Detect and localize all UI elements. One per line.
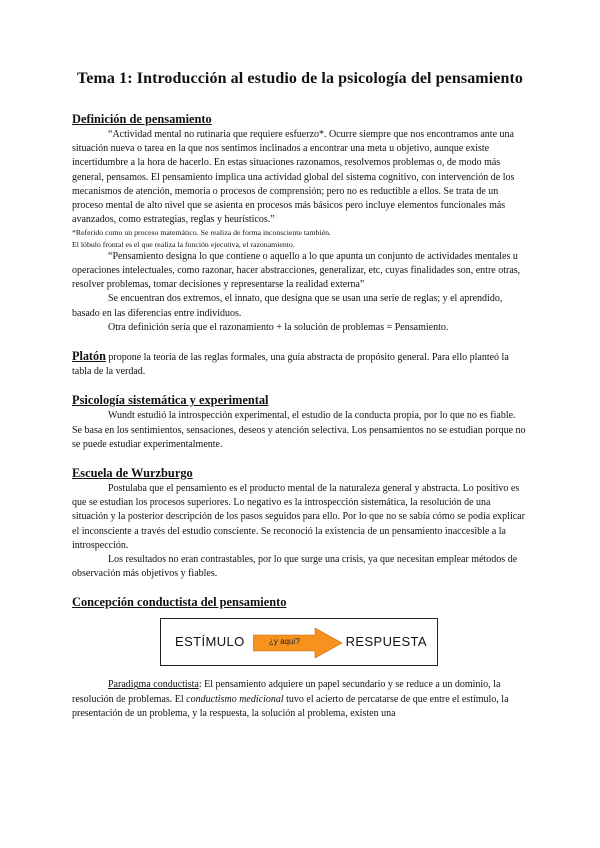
psicologia-paragraph: Wundt estudió la introspección experimental, el estudio de la conducta propia, por lo que no es fiable. Se basa en los sentimientos, sensaciones, deseos y atención selectiva. Los pensamientos no se estudian porque no se puede estudiar experimentalmente. [72,410,526,450]
wurzburgo-paragraph-2: Los resultados no eran contrastables, por lo que surge una crisis, ya que necesitan emplear métodos de observación más objetivos y fiables. [72,554,518,580]
stimulus-response-diagram [160,618,438,666]
platon-heading: Platón [72,349,106,364]
platon-text: propone la teoría de las reglas formales, una guía abstracta de propósito general. Para ello planteó la tabla de la verdad. [72,352,509,378]
paradigma-conductista-label: Paradigma conductista [108,679,199,691]
document-page [72,70,528,721]
definicion-quote-2: “Pensamiento designa lo que contiene o aquello a lo que apunta un conjunto de actividades mentales u operaciones intelectuales, como razonar, hacer abstracciones, generalizar, etc, cuyas finalidades son, entre otras, resolver problemas, tomar decisiones y representarse la realidad externa” [72,250,521,291]
diagram-arrow-label: ¿y aquí? [269,637,301,647]
section-wurzburgo [72,466,528,581]
diagram-stimulus-label: ESTÍMULO [175,634,245,650]
stimulus-response-diagram-wrap [72,618,528,668]
definicion-quote-1: “Actividad mental no rutinaria que requiere esfuerzo*. Ocurre siempre que nos encontramos ante una situación nueva o tarea en la que nos sentimos inclinados a encontrar una meta u objetivo, aunque existe incertidumbre a la hora de hacerlo. En estas situaciones razonamos, resolvemos problemas o, de modo más general, pensamos. El pensamiento implica una actividad global del sistema cognitivo, con intervención de los mecanismos de atención, memoria o procesos de comprensión; pero no es reductible a ellos. Se trata de un proceso mental de alto nivel que se asienta en procesos más básicos pero incluye elementos funcionales más avanzados, como estrategias, reglas y heurísticos.” [72,129,515,226]
definicion-paragraph-3: Se encuentran dos extremos, el innato, que designa que se usan una serie de reglas; y el aprendido, basado en las diferencias entre individuos. [72,293,503,319]
conductismo-medicional-term: conductismo medicional [186,693,284,705]
section-psicologia [72,393,528,452]
section-definicion [72,112,528,335]
conductista-text-b: tuvo el acierto de percatarse de que entre el estímulo, la presentación de un problema, y la respuesta, la solución al problema, existen una [72,693,509,719]
footnote-2: El lóbulo frontal es el que realiza la función ejecutiva, el razonamiento. [72,239,295,249]
diagram-response-label: RESPUESTA [345,634,427,650]
section-conductista [72,595,528,721]
conductista-paragraph [72,678,528,721]
page-title: Tema 1: Introducción al estudio de la psicología del pensamiento [77,70,523,87]
footnote-1: *Referido como un proceso matemático. Se realiza de forma inconsciente también. [72,228,331,238]
section-heading-conductista: Concepción conductista del pensamiento [72,595,287,610]
wurzburgo-paragraph-1: Postulaba que el pensamiento es el producto mental de la naturaleza general y abstracta. Lo positivo es que se estudian los procesos superiores. Lo negativo es la introspección sistemática, la resolución de una situación y la posterior descripción de los pasos seguidos para ello. Por lo que no se sabía cómo se podía explicar el inconsciente a través del estudio consciente. Se reconoció la existencia de un pensamiento inaccesible a la introspección. [72,483,525,551]
section-platon [72,349,528,379]
section-heading-psicologia: Psicología sistemática y experimental [72,393,269,408]
definicion-paragraph-4: Otra definición sería que el razonamiento + la solución de problemas = Pensamiento. [108,321,449,333]
section-heading-wurzburgo: Escuela de Wurzburgo [72,466,193,481]
section-heading-definicion: Definición de pensamiento [72,112,212,126]
conductista-text-a: : El pensamiento adquiere un papel secundario y se reduce a un dominio, la resolución de problemas. El [72,679,501,705]
